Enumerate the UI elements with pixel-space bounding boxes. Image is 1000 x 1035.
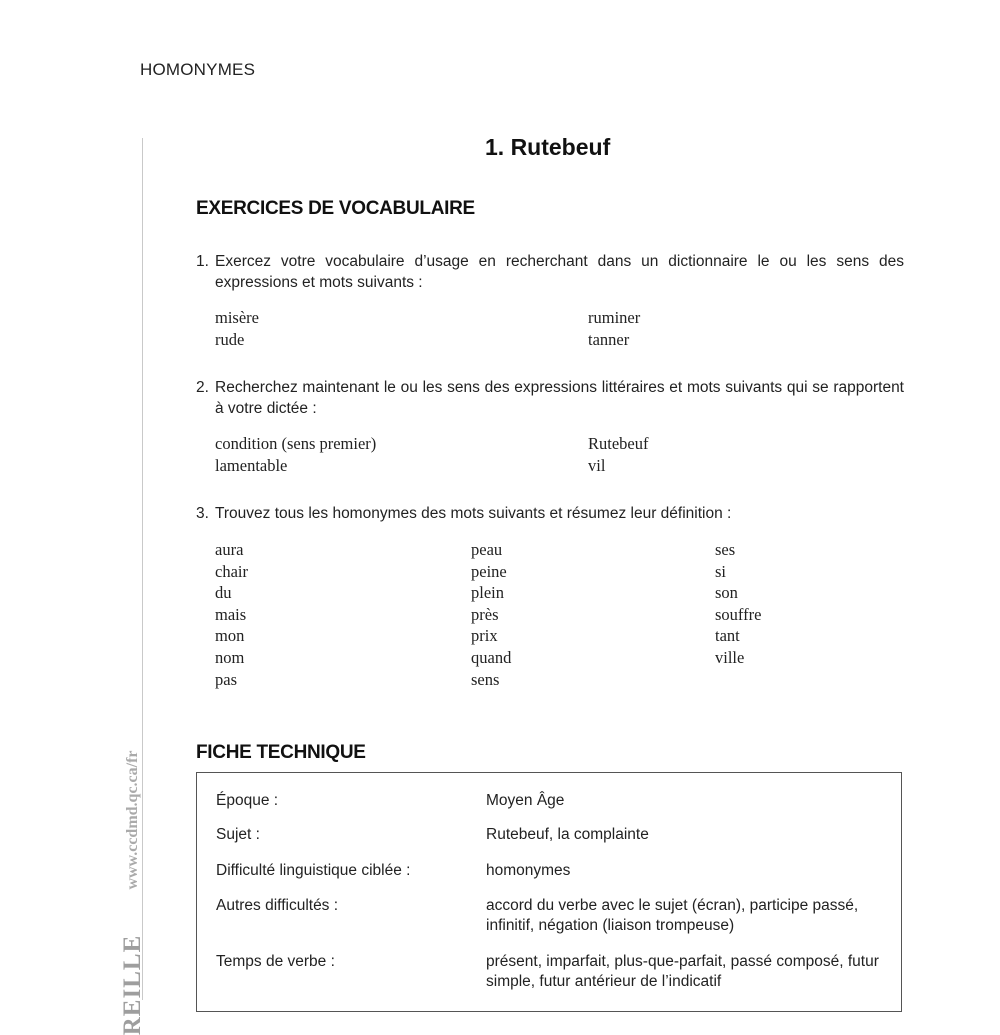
q3-word-column-2 [471,539,511,690]
tech-value: présent, imparfait, plus-que-parfait, passé composé, futur simple, futur antérieur de l’indicatif [486,953,879,990]
question-number: 1. [196,253,209,270]
question-2 [196,377,904,419]
question-number: 3. [196,505,209,522]
word-item: souffre [715,604,762,624]
question-1 [196,251,904,293]
q3-word-column-3 [715,539,761,669]
margin-rule [142,138,143,1000]
side-url-text: www.ccdmd.qc.ca/fr [124,750,141,890]
page-title: 1. Rutebeuf [485,134,611,160]
word-item: mon [215,626,245,646]
header-section-tag: HOMONYMES [140,60,256,79]
word-item: condition (sens premier) [215,434,377,453]
tech-value: homonymes [486,862,571,879]
tech-value: Rutebeuf, la complainte [486,826,649,843]
q1-word-column-1 [215,307,259,350]
q3-word-column-1 [215,539,248,690]
word-item: tant [715,626,740,646]
question-text: Recherchez maintenant le ou les sens des expressions littéraires et mots suivants qui se rapportent à votre dictée : [215,379,904,417]
word-item: son [715,583,738,603]
word-item: plein [471,583,504,603]
tech-label: Époque : [216,792,279,809]
word-item: ses [715,540,736,559]
word-item: chair [215,561,248,581]
tech-label: Sujet : [216,826,260,843]
word-item: nom [215,647,245,667]
word-item: misère [215,308,259,327]
word-item: pas [215,669,237,689]
word-item: mais [215,604,247,624]
tech-value: Moyen Âge [486,792,565,809]
tech-value: accord du verbe avec le sujet (écran), participe passé, infinitif, négation (liaison trompeuse) [486,897,859,934]
tech-label: Autres difficultés : [216,897,339,914]
word-item: peau [471,540,503,559]
question-3 [196,503,904,524]
tech-label: Difficulté linguistique ciblée : [216,862,411,879]
word-item: ruminer [588,308,641,327]
question-text: Trouvez tous les homonymes des mots suivants et résumez leur définition : [215,505,732,522]
question-text: Exercez votre vocabulaire d’usage en recherchant dans un dictionnaire le ou les sens des expressions et mots suivants : [215,253,904,291]
word-item: peine [471,561,507,581]
word-item: si [715,561,727,581]
word-item: près [471,604,499,624]
word-item: ville [715,647,745,667]
word-item: lamentable [215,455,288,475]
q2-word-column-1 [215,433,376,476]
tech-label: Temps de verbe : [216,953,335,970]
word-item: aura [215,540,244,559]
q2-word-column-2 [588,433,648,476]
tech-heading: FICHE TECHNIQUE [196,742,366,763]
word-item: rude [215,329,245,349]
q1-word-column-2 [588,307,640,350]
side-brand-text: REILLE [119,934,146,1035]
word-item: Rutebeuf [588,434,649,453]
word-item: du [215,583,232,603]
word-item: quand [471,647,512,667]
word-item: tanner [588,329,630,349]
vocab-heading: EXERCICES DE VOCABULAIRE [196,198,475,219]
word-item: sens [471,669,500,689]
question-number: 2. [196,379,209,396]
word-item: prix [471,626,498,646]
word-item: vil [588,455,606,475]
tech-sheet-box [196,772,902,1012]
